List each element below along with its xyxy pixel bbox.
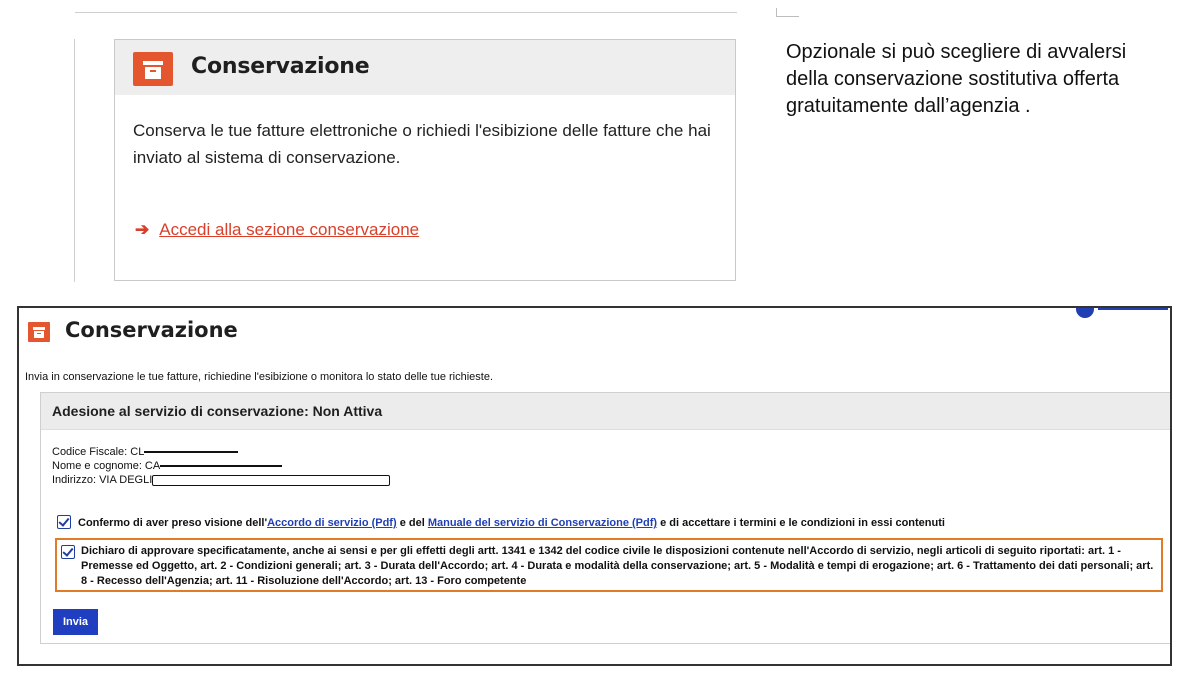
confirm-text-middle: e del	[396, 517, 428, 529]
submit-button[interactable]: Invia	[53, 609, 98, 635]
card-title: Conservazione	[191, 54, 370, 79]
indirizzo-label: Indirizzo: VIA DEGLI	[52, 474, 153, 486]
annotation-note: Opzionale si può scegliere di avvalersi della conservazione sostitutiva offerta gratuitamente dall’agenzia .	[786, 41, 1127, 117]
confirm-text-start: Confermo di aver preso visione dell'	[78, 517, 268, 529]
redacted-value	[152, 475, 390, 486]
corner-mark	[776, 8, 799, 17]
user-icon[interactable]	[1076, 306, 1094, 318]
declaration-box	[55, 538, 1163, 592]
page-title: Conservazione	[65, 318, 238, 342]
panel-header	[41, 393, 1170, 430]
indirizzo-field	[52, 474, 390, 486]
intro-text: Invia in conservazione le tue fatture, richiedine l'esibizione o monitora lo stato delle tue richieste.	[25, 371, 494, 383]
left-divider	[74, 39, 75, 282]
declaration-text: Dichiaro di approvare specificatamente, anche ai sensi e per gli effetti degli artt. 1341 e 1342 del codice civile le disposizioni contenute nell'Accordo di servizio, negli articoli di seguito riportati: art. 1 - Premesse ed Oggetto, art. 2 - Condizioni generali; art. 3 - Durata dell'Accordo; art. 4 - Durata e modalità della conservazione; art. 5 - Modalità e tempi di erogazione; art. 6 - Trattamento dei dati personali; art. 8 - Recesso dell'Agenzia; art. 11 - Risoluzione dell'Accordo; art. 13 - Foro competente	[81, 545, 1154, 587]
checkbox-checked-icon[interactable]	[61, 545, 75, 559]
user-menu-link[interactable]	[1098, 308, 1168, 310]
codice-fiscale-field	[52, 446, 238, 458]
access-conservation-link[interactable]: Accedi alla sezione conservazione	[159, 220, 420, 239]
panel-title: Adesione al servizio di conservazione: Non Attiva	[52, 403, 383, 419]
confirm-text-end: e di accettare i termini e le condizioni in essi contenuti	[657, 517, 945, 529]
nome-field	[52, 460, 282, 472]
card-link-row[interactable]	[135, 220, 419, 240]
card-description: Conserva le tue fatture elettroniche o richiedi l'esibizione delle fatture che hai inviato al sistema di conservazione.	[133, 121, 711, 167]
conservazione-card	[114, 39, 736, 281]
codice-fiscale-label: Codice Fiscale: CL	[52, 446, 145, 458]
archive-box-icon	[133, 52, 173, 86]
conservation-screen	[17, 306, 1172, 666]
membership-panel	[40, 392, 1171, 644]
card-header	[115, 40, 735, 95]
redacted-value	[144, 451, 238, 453]
service-agreement-link[interactable]: Accordo di servizio (Pdf)	[267, 517, 397, 529]
confirm-row	[57, 515, 945, 531]
service-manual-link[interactable]: Manuale del servizio di Conservazione (Pdf)	[427, 517, 658, 529]
archive-box-icon	[28, 322, 50, 342]
checkbox-checked-icon[interactable]	[57, 515, 71, 529]
redacted-value	[160, 465, 282, 467]
nome-label: Nome e cognome: CA	[52, 460, 161, 472]
top-divider	[75, 12, 737, 13]
arrow-right-icon: ➔	[135, 220, 150, 239]
